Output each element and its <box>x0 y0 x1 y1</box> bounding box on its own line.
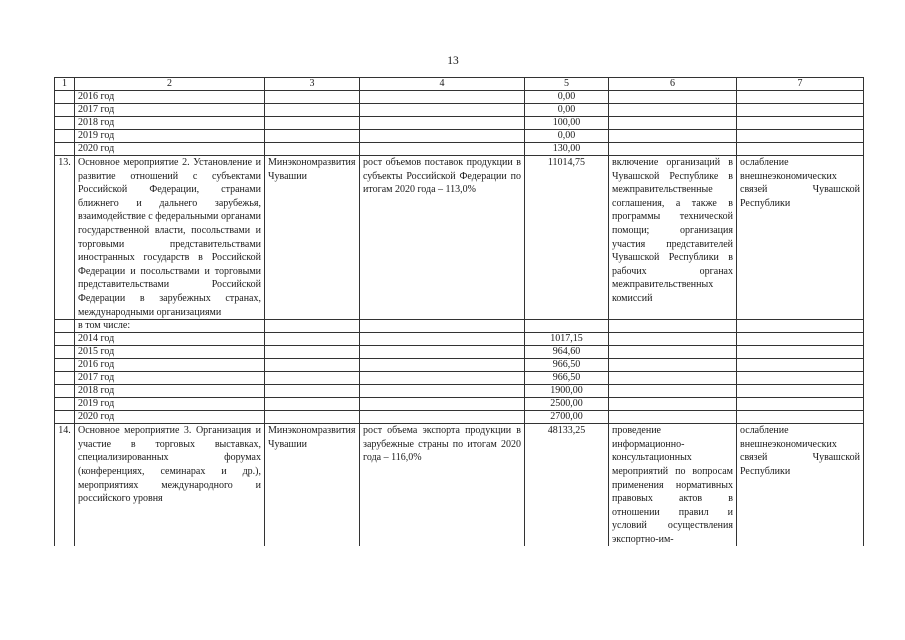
year-value: 100,00 <box>525 117 609 130</box>
table-row <box>55 320 864 333</box>
column-header: 5 <box>525 78 609 91</box>
year-value: 966,50 <box>525 359 609 372</box>
column-header: 3 <box>265 78 360 91</box>
measure-name: Основное мероприятие 3. Организация и участие в торговых выставках, специализированных форумах (конференциях, семинарах и др.), мероприятиях международного и российского уровня <box>75 424 265 547</box>
table-row <box>55 346 864 359</box>
year-value: 0,00 <box>525 91 609 104</box>
year-label: 2018 год <box>75 117 265 130</box>
measure-result: включение организаций в Чувашской Республике в межправительственные соглашения, а также в программы технической помощи; организация участия представителей Чувашской Республики в рабочих органах межправительственных комиссий <box>609 156 737 320</box>
column-header: 2 <box>75 78 265 91</box>
table-row <box>55 91 864 104</box>
column-header: 6 <box>609 78 737 91</box>
table-row <box>55 385 864 398</box>
measure-13-row <box>55 156 864 320</box>
including-label: в том числе: <box>75 320 265 333</box>
column-number-row <box>55 78 864 91</box>
year-value: 966,50 <box>525 372 609 385</box>
measure-result: проведение информационно-консультационных мероприятий по вопросам применения нормативных правовых актов в отношении правил и условий осуществления экспортно-им- <box>609 424 737 547</box>
year-label: 2016 год <box>75 91 265 104</box>
year-label: 2017 год <box>75 372 265 385</box>
year-label: 2017 год <box>75 104 265 117</box>
column-header: 7 <box>737 78 864 91</box>
measure-executor: Минэкономразвития Чувашии <box>265 156 360 320</box>
measure-total: 11014,75 <box>525 156 609 320</box>
table-row <box>55 359 864 372</box>
table-row <box>55 117 864 130</box>
year-value: 130,00 <box>525 143 609 156</box>
measure-executor: Минэкономразвития Чувашии <box>265 424 360 547</box>
year-label: 2020 год <box>75 411 265 424</box>
column-header: 1 <box>55 78 75 91</box>
year-label: 2020 год <box>75 143 265 156</box>
year-value: 964,60 <box>525 346 609 359</box>
measure-risk: ослабление внешнеэкономических связей Чувашской Республики <box>737 156 864 320</box>
year-label: 2016 год <box>75 359 265 372</box>
year-value: 2500,00 <box>525 398 609 411</box>
measure-name: Основное мероприятие 2. Установление и развитие отношений с субъектами Российской Федерации, странами ближнего и дальнего зарубежья, взаимодействие с федеральными органами государственной власти, посольствами и торговыми представительствами иностранных государств в Российской Федерации и посольствами и торговыми представительствами Российской Федерации в зарубежных странах, международными организациями <box>75 156 265 320</box>
year-label: 2015 год <box>75 346 265 359</box>
year-value: 0,00 <box>525 130 609 143</box>
program-measures-table <box>54 77 864 546</box>
measure-index: 14. <box>55 424 75 547</box>
table-row <box>55 398 864 411</box>
year-label: 2019 год <box>75 398 265 411</box>
column-header: 4 <box>360 78 525 91</box>
measure-total: 48133,25 <box>525 424 609 547</box>
table-row <box>55 411 864 424</box>
year-value: 2700,00 <box>525 411 609 424</box>
year-label: 2018 год <box>75 385 265 398</box>
year-label: 2019 год <box>75 130 265 143</box>
table-row <box>55 143 864 156</box>
measure-14-row <box>55 424 864 547</box>
measure-indicator: рост объема экспорта продукции в зарубежные страны по итогам 2020 года – 116,0% <box>360 424 525 547</box>
measure-indicator: рост объемов поставок продукции в субъекты Российской Федерации по итогам 2020 года – 113,0% <box>360 156 525 320</box>
measure-index: 13. <box>55 156 75 320</box>
table-row <box>55 333 864 346</box>
measure-risk: ослабление внешнеэкономических связей Чувашской Республики <box>737 424 864 547</box>
page-number: 13 <box>447 55 459 67</box>
year-value: 0,00 <box>525 104 609 117</box>
year-value: 1017,15 <box>525 333 609 346</box>
table-row <box>55 104 864 117</box>
table-row <box>55 372 864 385</box>
year-label: 2014 год <box>75 333 265 346</box>
table-row <box>55 130 864 143</box>
year-value: 1900,00 <box>525 385 609 398</box>
